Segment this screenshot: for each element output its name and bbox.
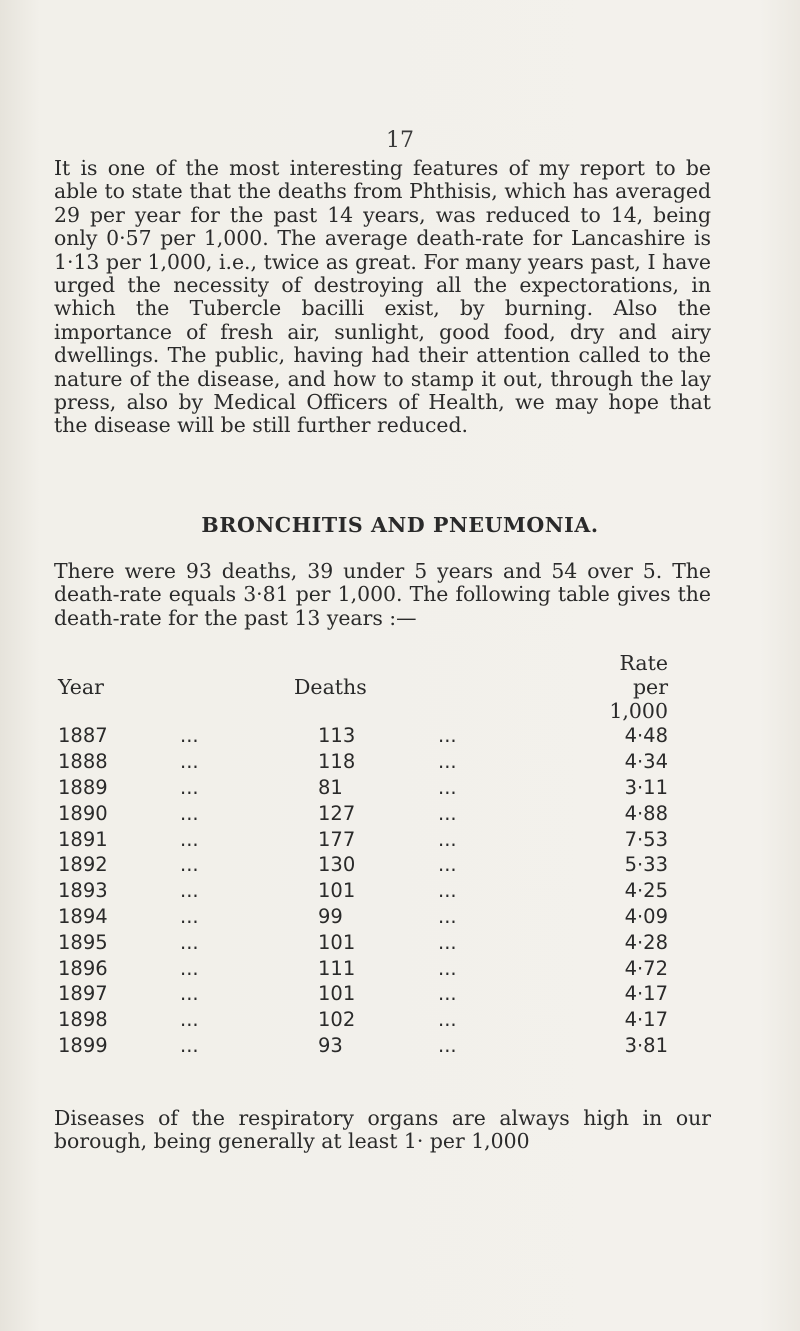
table-row — [58, 981, 668, 1007]
leader-dots: ... — [438, 1008, 457, 1032]
cell-year: 1898 — [58, 1008, 108, 1032]
cell-deaths: 111 — [318, 956, 356, 980]
cell-year: 1890 — [58, 801, 108, 825]
table-row — [58, 929, 668, 955]
cell-year: 1895 — [58, 930, 108, 954]
cell-year: 1889 — [58, 775, 108, 799]
paragraph-closing: Diseases of the respiratory organs are always high in our borough, being generally at least 1· per 1,000 — [54, 1106, 711, 1154]
leader-dots: ... — [180, 775, 199, 799]
cell-deaths: 99 — [318, 904, 343, 928]
leader-dots: ... — [438, 724, 457, 748]
cell-deaths: 113 — [318, 724, 356, 748]
cell-year: 1888 — [58, 750, 108, 774]
cell-deaths: 101 — [318, 879, 356, 903]
leader-dots: ... — [180, 827, 199, 851]
table-row — [58, 1007, 668, 1033]
cell-rate: 4·17 — [624, 982, 668, 1006]
cell-year: 1887 — [58, 724, 108, 748]
cell-rate: 4·28 — [624, 930, 668, 954]
paragraph-phthisis: It is one of the most interesting features of my report to be able to state that the deaths from Phthisis, which has averaged 29 per year for the past 14 years, was reduced to 14, being only 0·57 per 1,000. The average death-rate for Lancashire is 1·13 per 1,000, i.e., twice as great. For many years past, I have urged the necessity of destroying all the expectorations, in which the Tubercle bacilli exist, by burning. Also the importance of fresh air, sunlight, good food, dry and airy dwellings. The public, having had their attention called to the nature of the disease, and how to stamp it out, through the lay press, also by Medical Officers of Health, we may hope that the disease will be still further reduced. — [54, 156, 711, 438]
leader-dots: ... — [180, 930, 199, 954]
leader-dots: ... — [438, 1033, 457, 1057]
leader-dots: ... — [438, 930, 457, 954]
table-body — [58, 723, 668, 1058]
cell-deaths: 101 — [318, 930, 356, 954]
leader-dots: ... — [180, 956, 199, 980]
table-row — [58, 955, 668, 981]
leader-dots: ... — [180, 904, 199, 928]
cell-deaths: 118 — [318, 750, 356, 774]
table-row — [58, 904, 668, 930]
leader-dots: ... — [180, 750, 199, 774]
table-row — [58, 1033, 668, 1059]
leader-dots: ... — [180, 1008, 199, 1032]
leader-dots: ... — [438, 801, 457, 825]
cell-rate: 4·25 — [624, 879, 668, 903]
page-number: 17 — [386, 128, 414, 153]
table-row — [58, 878, 668, 904]
cell-year: 1894 — [58, 904, 108, 928]
cell-year: 1893 — [58, 879, 108, 903]
leader-dots: ... — [438, 982, 457, 1006]
cell-rate: 7·53 — [624, 827, 668, 851]
leader-dots: ... — [438, 775, 457, 799]
cell-deaths: 127 — [318, 801, 356, 825]
leader-dots: ... — [180, 853, 199, 877]
section-heading: BRONCHITIS AND PNEUMONIA. — [201, 513, 599, 537]
table-row — [58, 749, 668, 775]
cell-rate: 4·72 — [624, 956, 668, 980]
leader-dots: ... — [438, 879, 457, 903]
table-header-row — [58, 651, 668, 723]
column-header-deaths: Deaths — [294, 675, 367, 699]
cell-year: 1896 — [58, 956, 108, 980]
leader-dots: ... — [180, 1033, 199, 1057]
cell-rate: 3·81 — [624, 1033, 668, 1057]
cell-deaths: 177 — [318, 827, 356, 851]
cell-rate: 4·34 — [624, 750, 668, 774]
header-spacer — [428, 651, 578, 723]
cell-rate: 4·88 — [624, 801, 668, 825]
leader-dots: ... — [180, 982, 199, 1006]
cell-rate: 4·48 — [624, 724, 668, 748]
leader-dots: ... — [438, 853, 457, 877]
cell-deaths: 81 — [318, 775, 343, 799]
table-row — [58, 800, 668, 826]
leader-dots: ... — [180, 801, 199, 825]
cell-year: 1891 — [58, 827, 108, 851]
cell-year: 1899 — [58, 1033, 108, 1057]
column-header-year: Year — [58, 675, 104, 699]
table-row — [58, 826, 668, 852]
leader-dots: ... — [438, 904, 457, 928]
leader-dots: ... — [438, 827, 457, 851]
death-rate-table — [58, 651, 668, 1058]
cell-rate: 4·09 — [624, 904, 668, 928]
leader-dots: ... — [438, 956, 457, 980]
cell-year: 1892 — [58, 853, 108, 877]
leader-dots: ... — [180, 724, 199, 748]
cell-rate: 5·33 — [624, 853, 668, 877]
table-row — [58, 852, 668, 878]
cell-deaths: 130 — [318, 853, 356, 877]
column-header-rate: Rate per 1,000 — [609, 651, 668, 723]
cell-rate: 4·17 — [624, 1008, 668, 1032]
leader-dots: ... — [180, 879, 199, 903]
cell-deaths: 102 — [318, 1008, 356, 1032]
cell-deaths: 93 — [318, 1033, 343, 1057]
cell-deaths: 101 — [318, 982, 356, 1006]
cell-rate: 3·11 — [624, 775, 668, 799]
table-row — [58, 723, 668, 749]
leader-dots: ... — [438, 750, 457, 774]
header-spacer — [168, 651, 290, 723]
paragraph-bronchitis-intro: There were 93 deaths, 39 under 5 years and 54 over 5. The death-rate equals 3·81 per 1,000. The following table gives the death-rate for the past 13 years :— — [54, 559, 711, 630]
cell-year: 1897 — [58, 982, 108, 1006]
table-row — [58, 775, 668, 801]
